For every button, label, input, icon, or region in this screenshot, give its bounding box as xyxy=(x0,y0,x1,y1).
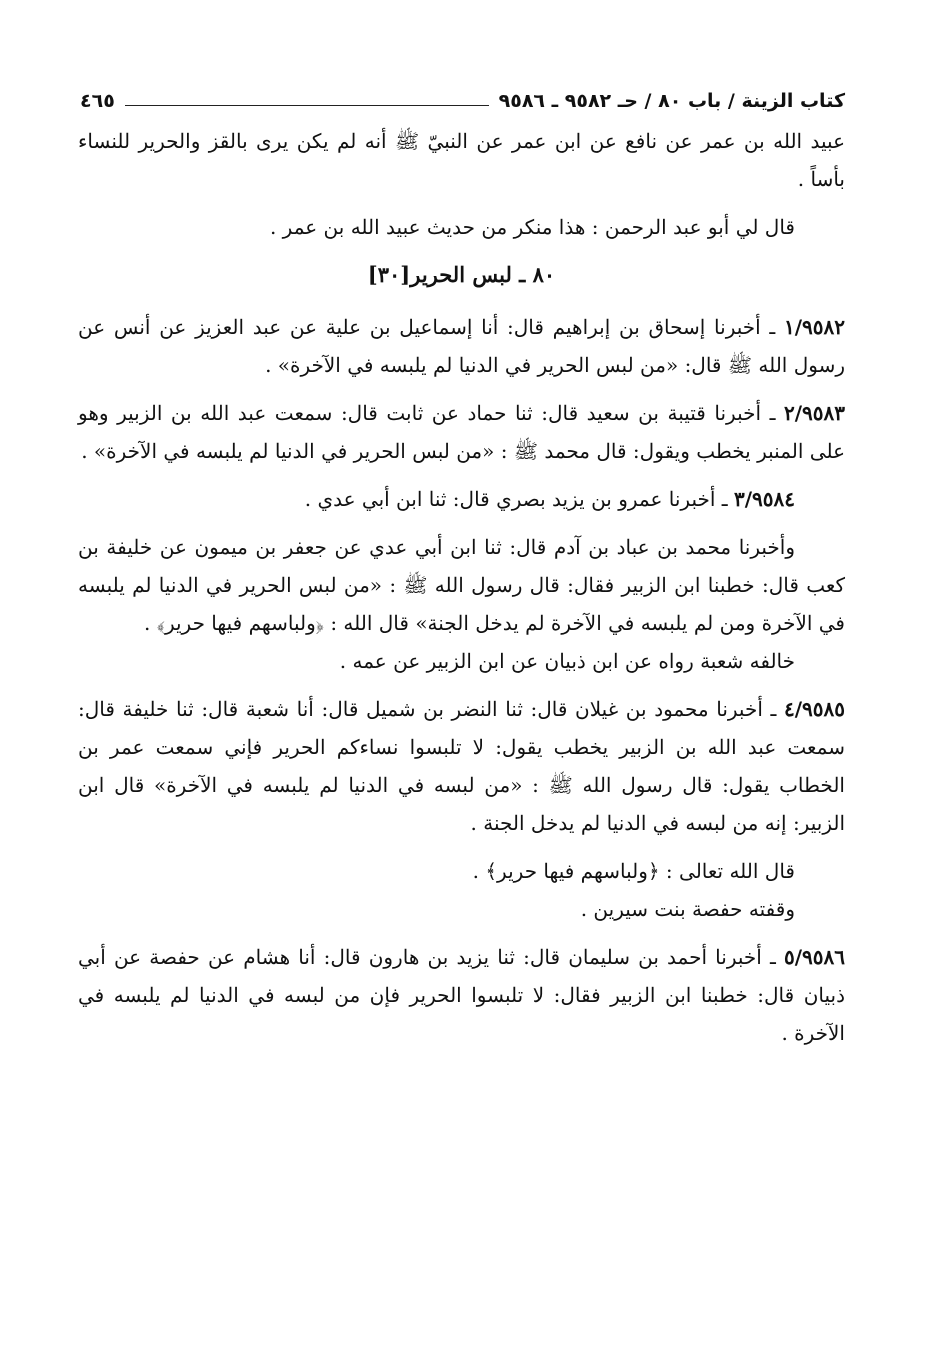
hadith-text: ـ أخبرنا محمود بن غيلان قال: ثنا النضر بن شميل قال: أنا شعبة قال: ثنا خليفة قال: سمعت عبد الله بن الزبير يخطب يقول: لا تلبسوا نساءكم الحرير فإني سمعت عمر بن الخطاب يقول: قال رسول الله ﷺ : «من لبسه في الدنيا لم يلبسه في الآخرة» قال ابن الزبير: إنه من لبسه في الدنيا لم يدخل الجنة . xyxy=(78,697,845,835)
hadith-note: خالفه شعبة رواه عن ابن ذبيان عن ابن الزبير عن عمه . xyxy=(339,649,795,673)
hadith-number: ٣/٩٥٨٤ xyxy=(733,487,795,511)
hadith-continuation: وأخبرنا محمد بن عباد بن آدم قال: ثنا ابن أبي عدي عن جعفر بن ميمون عن خليفة بن كعب قال: خطبنا ابن الزبير فقال: قال رسول الله ﷺ : «من لبس الحرير في الدنيا لم يلبسه في الآخرة ومن لم يلبسه في الآخرة لم يدخل الجنة» قال الله : ﴿ولباسهم فيها حرير﴾ . xyxy=(78,535,845,635)
header-title: كتاب الزينة / باب ٨٠ / حـ ٩٥٨٢ ـ ٩٥٨٦ xyxy=(498,90,845,112)
hadith-verse: قال الله تعالى : ﴿ولباسهم فيها حرير﴾ . xyxy=(472,859,795,883)
intro-note: قال لي أبو عبد الرحمن : هذا منكر من حديث عبيد الله بن عمر . xyxy=(269,215,795,239)
page-number: ٤٦٥ xyxy=(80,90,115,112)
hadith-note: وقفته حفصة بنت سيرين . xyxy=(580,897,795,921)
hadith-paragraph xyxy=(78,690,845,842)
chapter-heading: ٨٠ ـ لبس الحرير[٣٠] xyxy=(367,262,556,287)
hadith-number: ٤/٩٥٨٥ xyxy=(783,697,845,721)
hadith-number: ٥/٩٥٨٦ xyxy=(783,945,845,969)
hadith-paragraph xyxy=(78,938,845,1052)
hadith-number: ١/٩٥٨٢ xyxy=(783,315,845,339)
main-text xyxy=(78,122,845,1052)
header-rule xyxy=(125,105,489,106)
hadith-paragraph xyxy=(78,480,845,518)
hadith-paragraph xyxy=(78,308,845,384)
hadith-text: ـ أخبرنا قتيبة بن سعيد قال: ثنا حماد عن ثابت قال: سمعت عبد الله بن الزبير وهو على المنبر يخطب ويقول: قال محمد ﷺ : «من لبس الحرير في الدنيا لم يلبسه في الآخرة» . xyxy=(78,401,845,463)
hadith-paragraph xyxy=(78,394,845,470)
hadith-text: ـ أخبرنا إسحاق بن إبراهيم قال: أنا إسماعيل بن علية عن عبد العزيز عن أنس عن رسول الله ﷺ قال: «من لبس الحرير في الدنيا لم يلبسه في الآخرة» . xyxy=(78,315,845,377)
hadith-number: ٢/٩٥٨٣ xyxy=(783,401,845,425)
running-header xyxy=(80,80,845,112)
hadith-text: ـ أخبرنا أحمد بن سليمان قال: ثنا يزيد بن هارون قال: أنا هشام عن حفصة عن أبي ذبيان قال: خطبنا ابن الزبير فقال: لا تلبسوا الحرير فإن من لبسه في الدنيا لم يلبسه في الآخرة . xyxy=(78,945,845,1045)
intro-paragraph: عبيد الله بن عمر عن نافع عن ابن عمر عن النبيّ ﷺ أنه لم يكن يرى بالقز والحرير للنساء بأساً . xyxy=(78,129,845,191)
hadith-text: ـ أخبرنا عمرو بن يزيد بصري قال: ثنا ابن أبي عدي . xyxy=(304,487,734,511)
